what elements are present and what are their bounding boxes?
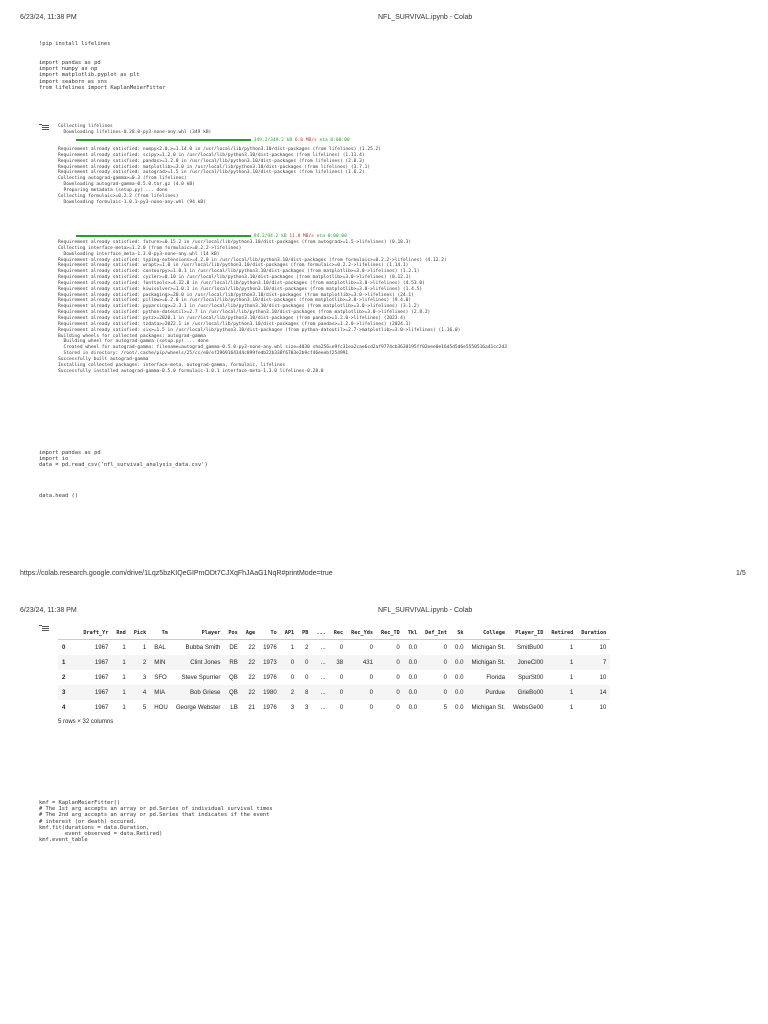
table-cell: HOU — [154, 704, 168, 711]
table-cell: 10 — [599, 674, 607, 681]
table-cell: 0 — [396, 644, 400, 651]
progress-speed: 6.8 MB/s — [294, 138, 317, 143]
table-cell: 21 — [248, 704, 256, 711]
row-index: 1 — [58, 655, 79, 670]
table-cell: 1973 — [259, 655, 281, 670]
column-header: Player_ID — [509, 628, 547, 640]
column-header: Tkl — [404, 628, 421, 640]
table-cell: 0 — [281, 655, 298, 670]
table-cell: 3 — [290, 704, 295, 711]
row-index: 0 — [62, 644, 66, 651]
code-cell-imports[interactable]: import pandas as pd import numpy as np import matplotlib.pyplot as plt import seaborn as sns from lifelines import KaplanMeierFitter — [39, 60, 166, 91]
table-cell: 4 — [130, 685, 151, 700]
table-cell: 1 — [547, 655, 577, 670]
table-cell: 8 — [298, 685, 312, 700]
table-cell: MIN — [150, 655, 172, 670]
table-cell: 10 — [599, 644, 607, 651]
progress-bar — [76, 139, 251, 141]
table-cell: 3 — [142, 674, 147, 681]
table-cell: RB — [224, 655, 241, 670]
table-cell: 0.0 — [451, 655, 467, 670]
table-cell: 22 — [248, 644, 256, 651]
table-cell: 0.0 — [454, 644, 464, 651]
table-cell: 0 — [339, 644, 344, 651]
column-header: Rec_Yds — [347, 628, 377, 640]
table-cell: 1 — [122, 704, 126, 711]
table-cell: Bob Griese — [172, 685, 225, 700]
table-cell: 38 — [330, 655, 347, 670]
table-cell: Michigan St. — [471, 644, 505, 651]
table-cell: 1 — [547, 685, 577, 700]
table-header-row — [58, 628, 610, 640]
column-header: AP1 — [281, 628, 298, 640]
table-cell: 0.0 — [404, 685, 421, 700]
table-cell: 0 — [369, 644, 373, 651]
code-cell-read-csv[interactable]: import pandas as pd import io data = pd.read_csv('nfl_survival_analysis_data.csv') — [39, 450, 208, 469]
column-header: Age — [242, 628, 259, 640]
table-cell: 0.0 — [408, 644, 418, 651]
table-cell: 1 — [112, 655, 129, 670]
table-cell: 0 — [396, 674, 400, 681]
column-header: College — [467, 628, 509, 640]
column-header: To — [259, 628, 281, 640]
pip-output-collecting: Collecting lifelines Downloading lifelines-0.28.0-py3-none-any.whl (349 kB) — [58, 124, 212, 135]
table-cell: 431 — [347, 655, 377, 670]
code-cell-data-head[interactable]: data.head () — [39, 493, 78, 499]
progress-speed: 11.8 MB/s — [289, 234, 314, 239]
table-cell: 1976 — [263, 644, 277, 651]
table-cell: 22 — [242, 685, 259, 700]
table-cell: Bubba Smith — [185, 644, 221, 651]
table-cell: 1967 — [94, 704, 109, 711]
dataframe-shape-info: 5 rows × 32 columns — [58, 719, 114, 725]
table-cell: QB — [224, 685, 241, 700]
table-cell: 0 — [347, 685, 377, 700]
row-index: 3 — [58, 685, 79, 700]
table-cell: 1967 — [94, 674, 109, 681]
table-cell: 0 — [377, 685, 404, 700]
table-cell: MIA — [150, 685, 172, 700]
output-toggle-icon[interactable] — [39, 124, 49, 131]
column-header: Pick — [130, 628, 151, 640]
table-cell: 1 — [569, 674, 574, 681]
progress-eta: eta 0:00:00 — [319, 138, 350, 143]
table-cell: 0 — [339, 704, 344, 711]
table-cell: GrieBo00 — [509, 685, 547, 700]
table-cell: 1967 — [79, 685, 112, 700]
table-cell: 3 — [304, 704, 309, 711]
table-row — [58, 700, 610, 715]
column-header: PB — [298, 628, 312, 640]
table-cell: 0.0 — [451, 685, 467, 700]
table-cell: ... — [320, 704, 326, 711]
table-cell: 22 — [242, 655, 259, 670]
column-header: Pos — [224, 628, 241, 640]
table-cell: ... — [320, 674, 326, 681]
table-cell: 0 — [396, 704, 400, 711]
progress-amount: 349.2/349.2 kB — [253, 138, 293, 143]
print-datetime: 6/23/24, 11:38 PM — [20, 607, 77, 614]
table-cell: Clint Jones — [172, 655, 225, 670]
column-header — [58, 628, 79, 640]
table-cell: 0 — [339, 674, 344, 681]
table-cell: 1 — [112, 685, 129, 700]
table-cell: 0 — [443, 674, 447, 681]
column-header: Sk — [451, 628, 467, 640]
table-cell: Purdue — [467, 685, 509, 700]
table-cell: 0 — [290, 674, 295, 681]
column-header: Player — [172, 628, 225, 640]
column-header: ... — [312, 628, 329, 640]
table-cell: 0 — [443, 644, 447, 651]
table-cell: 0 — [330, 685, 347, 700]
column-header: Rnd — [112, 628, 129, 640]
table-cell: 0.0 — [404, 655, 421, 670]
column-header: Duration — [577, 628, 610, 640]
table-cell: Michigan St. — [467, 655, 509, 670]
table-cell: 14 — [577, 685, 610, 700]
print-title: NFL_SURVIVAL.ipynb - Colab — [378, 607, 473, 614]
table-row — [58, 655, 610, 670]
table-cell: SFO — [154, 674, 167, 681]
table-cell: 0 — [369, 704, 373, 711]
table-cell: WebsGe00 — [513, 704, 544, 711]
table-cell: ... — [320, 644, 326, 651]
pip-output-install-log: Requirement already satisfied: future>=0.15.2 in /usr/local/lib/python3.10/dist-packages (from autograd>=1.5->lifelines) (0.18.3) Collecting interface-meta>=1.2.0 (from formulaic>=0.2.2->lifelines) Downloading interface_meta-1.3.0-py3-none-any.whl (14 kB) Requirement already satisfied: typing-extensions>=4.2.0 in /usr/local/lib/python3.10/dist-packages (from formulaic>=0.2.2->lifelines) (4.12.2) Requirement already satisfied: wrapt>=1.0 in /usr/local/lib/python3.10/dist-packages (from formulaic>=0.2.2->lifelines) (1.14.1) Requirement already satisfied: contourpy>=1.0.1 in /usr/local/lib/python3.10/dist-packages (from matplotlib>=3.0->lifelines) (1.2.1) Requirement already satisfied: cycler>=0.10 in /usr/local/lib/python3.10/dist-packages (from matplotlib>=3.0->lifelines) (0.12.1) Requirement already satisfied: fonttools>=4.22.0 in /usr/local/lib/python3.10/dist-packages (from matplotlib>=3.0->lifelines) (4.53.0) Requirement already satisfied: kiwisolver>=1.0.1 in /usr/local/lib/python3.10/dist-packages (from matplotlib>=3.0->lifelines) (1.4.5) Requirement already satisfied: packaging>=20.0 in /usr/local/lib/python3.10/dist-packages (from matplotlib>=3.0->lifelines) (24.1) Requirement already satisfied: pillow>=6.2.0 in /usr/local/lib/python3.10/dist-packages (from matplotlib>=3.0->lifelines) (9.4.0) Requirement already satisfied: pyparsing>=2.3.1 in /usr/local/lib/python3.10/dist-packages (from matplotlib>=3.0->lifelines) (3.1.2) Requirement already satisfied: python-dateutil>=2.7 in /usr/local/lib/python3.10/dist-packages (from matplotlib>=3.0->lifelines) (2.8.2) Requirement already satisfied: pytz>=2020.1 in /usr/local/lib/python3.10/dist-packages (from pandas>=1.2.0->lifelines) (2023.4) Requirement already satisfied: tzdata>=2022.1 in /usr/local/lib/python3.10/dist-packages (from pandas>=1.2.0->lifelines) (2024.1) Requirement already satisfied: six>=1.5 in /usr/local/lib/python3.10/dist-packages (from python-dateutil>=2.7->matplotlib>=3.0->lifelines) (1.16.0) Building wheels for collected packages: autograd-gamma Building wheel for autograd-gamma (setup.py) ... done Created wheel for autograd-gamma: filename=autograd_gamma-0.5.0-py3-none-any.whl size=4030 sha256=e9fc31ea2cae6cd2af9774cb3630195ff02eee0e16d5d5d6e5550516a41cc2d3 Stored in directory: /root/.cache/pip/wheels/25/cc/e0/ef2969164144c899fedb22b338f6703e2b9cf46eeebf254991 Successfully built autograd-gamma Installing collected packages: interface-meta, autograd-gamma, formulaic, lifelines Successfully installed autograd-gamma-0.5.0 formulaic-1.0.1 interface-meta-1.3.0 lifelines-0.28.0 — [58, 240, 507, 374]
table-cell: 10 — [599, 704, 607, 711]
code-cell-kaplan-meier[interactable]: kmf = KaplanMeierFitter() # The 1st arg accepts an array or pd.Series of individual survival times # The 2nd arg accepts an array or pd.Series that indicates if the event # interest (or death) occured. kmf.fit(durations = data.Duration, event_observed = data.Retired) kmf.event_table — [39, 800, 273, 844]
print-page-number: 1/5 — [736, 570, 746, 577]
table-cell: JoneCl00 — [509, 655, 547, 670]
table-cell: 0 — [377, 655, 404, 670]
table-cell: 5 — [443, 704, 447, 711]
table-cell: 1967 — [94, 644, 109, 651]
progress-eta: eta 0:00:00 — [316, 234, 347, 239]
row-index: 4 — [62, 704, 66, 711]
table-cell: 5 — [142, 704, 147, 711]
table-cell: BAL — [154, 644, 166, 651]
table-cell: 1 — [142, 644, 147, 651]
table-cell: QB — [228, 674, 238, 681]
progress-line-formulaic — [76, 234, 347, 240]
progress-line-lifelines — [76, 138, 350, 144]
output-toggle-icon[interactable] — [39, 625, 49, 632]
column-header: Draft_Yr — [79, 628, 112, 640]
table-cell: 1 — [569, 704, 574, 711]
table-cell: 1980 — [259, 685, 281, 700]
table-cell: 0 — [421, 685, 451, 700]
table-cell: DE — [229, 644, 238, 651]
table-cell: ... — [312, 685, 329, 700]
dataframe-table — [58, 628, 610, 715]
table-cell: 1 — [290, 644, 295, 651]
table-cell: ... — [312, 655, 329, 670]
table-cell: 0.0 — [408, 704, 418, 711]
table-cell: Florida — [486, 674, 505, 681]
table-cell: 0.0 — [454, 704, 464, 711]
progress-bar — [76, 235, 251, 237]
progress-amount: 94.2/94.2 kB — [253, 234, 287, 239]
table-cell: 1 — [122, 644, 126, 651]
table-cell: 0 — [298, 655, 312, 670]
table-cell: SmitBu00 — [516, 644, 544, 651]
table-cell: 0.0 — [408, 674, 418, 681]
code-cell-pip-install[interactable]: !pip install lifelines — [39, 41, 111, 47]
table-row — [58, 640, 610, 656]
table-row — [58, 685, 610, 700]
table-cell: 0 — [304, 674, 309, 681]
table-cell: 0 — [369, 674, 373, 681]
print-datetime: 6/23/24, 11:38 PM — [20, 14, 77, 21]
table-cell: 1976 — [263, 704, 277, 711]
column-header: Retired — [547, 628, 577, 640]
table-cell: Steve Spurrier — [181, 674, 221, 681]
table-cell: 22 — [248, 674, 256, 681]
print-title: NFL_SURVIVAL.ipynb - Colab — [378, 14, 473, 21]
column-header: Def_Int — [421, 628, 451, 640]
table-cell: 2 — [304, 644, 309, 651]
table-cell: George Webster — [175, 704, 221, 711]
table-cell: 2 — [281, 685, 298, 700]
table-cell: 0.0 — [454, 674, 464, 681]
table-row — [58, 670, 610, 685]
pip-output-requirements: Requirement already satisfied: numpy<2.0,>=1.14.0 in /usr/local/lib/python3.10/dist-packages (from lifelines) (1.25.2) Requirement already satisfied: scipy>=1.2.0 in /usr/local/lib/python3.10/dist-packages (from lifelines) (1.11.4) Requirement already satisfied: pandas>=1.2.0 in /usr/local/lib/python3.10/dist-packages (from lifelines) (2.0.3) Requirement already satisfied: matplotlib>=3.0 in /usr/local/lib/python3.10/dist-packages (from lifelines) (3.7.1) Requirement already satisfied: autograd>=1.5 in /usr/local/lib/python3.10/dist-packages (from lifelines) (1.6.2) Collecting autograd-gamma>=0.3 (from lifelines) Downloading autograd-gamma-0.5.0.tar.gz (4.0 kB) Preparing metadata (setup.py) ... done Collecting formulaic>=0.2.2 (from lifelines) Downloading formulaic-1.0.1-py3-none-any.whl (94 kB) — [58, 147, 382, 205]
table-cell: 0 — [421, 655, 451, 670]
table-cell: 1 — [569, 644, 574, 651]
table-cell: Michigan St. — [471, 704, 505, 711]
table-cell: SpurSt00 — [517, 674, 544, 681]
print-footer-url[interactable]: https://colab.research.google.com/drive/1Lqz5bzKIQeGIPmODt7CJXqFhJAaG1NqR#printMode=true — [20, 570, 333, 577]
table-cell: LB — [230, 704, 238, 711]
column-header: Tm — [150, 628, 172, 640]
column-header: Rec_TD — [377, 628, 404, 640]
row-index: 2 — [62, 674, 66, 681]
table-cell: 2 — [130, 655, 151, 670]
table-cell: 7 — [577, 655, 610, 670]
table-cell: 1 — [122, 674, 126, 681]
column-header: Rec — [330, 628, 347, 640]
table-cell: 1976 — [263, 674, 277, 681]
table-cell: 1967 — [79, 655, 112, 670]
